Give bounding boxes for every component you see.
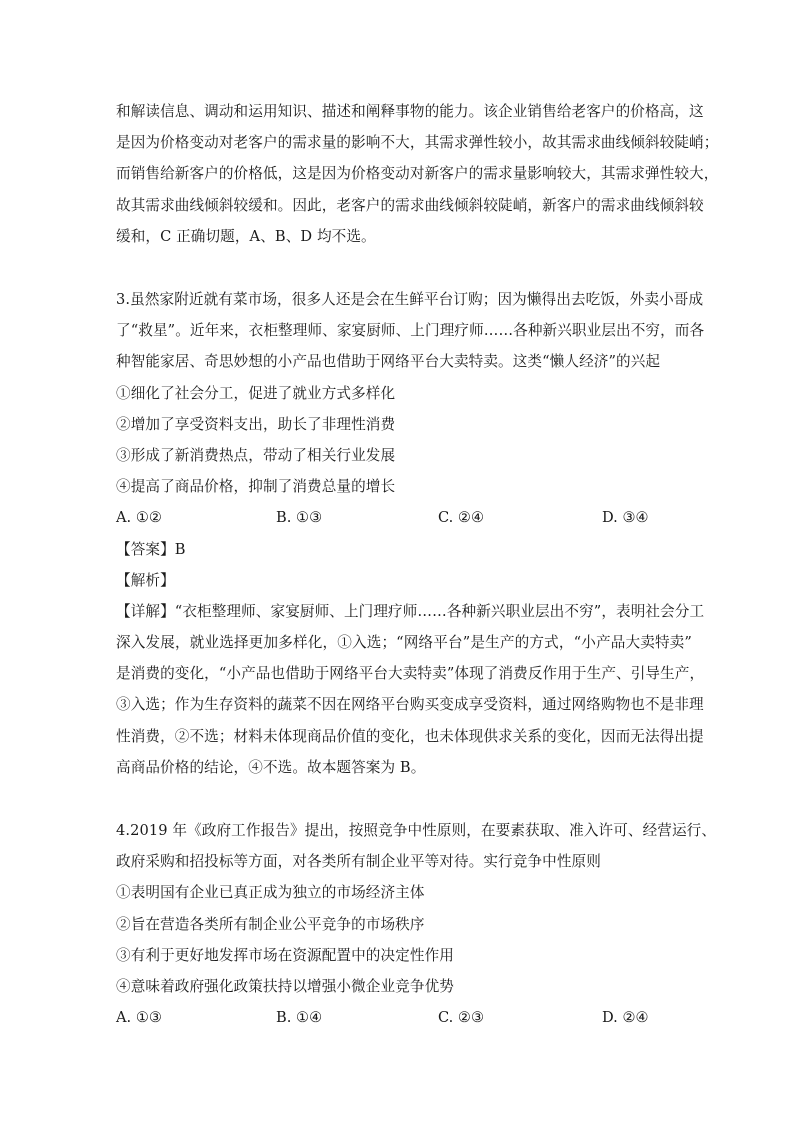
text-line: 而销售给新客户的价格低，这是因为价格变动对新客户的需求量影响较大，其需求弹性较大， xyxy=(116,165,719,183)
question-4 xyxy=(116,815,717,1033)
option-c: C. ②④ xyxy=(438,509,485,527)
statement-4: ④提高了商品价格，抑制了消费总量的增长 xyxy=(116,478,396,496)
answer-options xyxy=(116,502,692,533)
text-line: 是因为价格变动对老客户的需求量的影响不大，其需求弹性较小，故其需求曲线倾斜较陡峭； xyxy=(116,134,719,152)
option-c: C. ②③ xyxy=(438,1009,485,1027)
statement-1: ①细化了社会分工，促进了就业方式多样化 xyxy=(116,384,396,402)
statement-3: ③有利于更好地发挥市场在资源配置中的决定性作用 xyxy=(116,946,454,964)
detail-line: ③入选；作为生存资料的蔬菜不因在网络平台购买变成享受资料，通过网络购物也不是非理 xyxy=(116,696,704,714)
text-line: 缓和，C 正确切题，A、B、D 均不选。 xyxy=(116,227,376,245)
text-line: 故其需求曲线倾斜较缓和。因此，老客户的需求曲线倾斜较陡峭，新客户的需求曲线倾斜较 xyxy=(116,196,704,214)
detail-line: 高商品价格的结论，④不选。故本题答案为 B。 xyxy=(116,758,426,776)
detail-line: 是消费的变化，“小产品也借助于网络平台大卖特卖”体现了消费反作用于生产、引导生产， xyxy=(116,665,705,683)
option-b: B. ①④ xyxy=(276,1009,323,1027)
statement-3: ③形成了新消费热点，带动了相关行业发展 xyxy=(116,446,396,464)
detail-line: 深入发展，就业选择更加多样化，①入选；“网络平台”是生产的方式，“小产品大卖特卖” xyxy=(116,634,692,652)
detail-line: 【详解】“衣柜整理师、家宴厨师、上门理疗师……各种新兴职业层出不穷”，表明社会分工 xyxy=(116,602,705,620)
option-b: B. ①③ xyxy=(276,509,323,527)
answer-line: 【答案】B xyxy=(116,540,186,558)
analysis-label: 【解析】 xyxy=(116,571,175,589)
question-3 xyxy=(116,284,705,783)
question-stem-line: 了“救星”。近年来，衣柜整理师、家宴厨师、上门理疗师……各种新兴职业层出不穷，而各 xyxy=(116,322,705,340)
question-stem-line: 4.2019 年《政府工作报告》提出，按照竞争中性原则，在要素获取、准入许可、经营运行、 xyxy=(116,822,717,839)
option-d: D. ③④ xyxy=(602,509,649,527)
option-a: A. ①② xyxy=(116,509,162,527)
statement-4: ④意味着政府强化政策扶持以增强小微企业竞争优势 xyxy=(116,977,454,995)
statement-1: ①表明国有企业已真正成为独立的市场经济主体 xyxy=(116,884,425,902)
question-stem-line: 种智能家居、奇思妙想的小产品也借助于网络平台大卖特卖。这类“懒人经济”的兴起 xyxy=(116,353,661,371)
question-stem-line: 3.虽然家附近就有菜市场，很多人还是会在生鲜平台订购；因为懒得出去吃饭，外卖小哥成 xyxy=(116,291,704,308)
statement-2: ②增加了享受资料支出，助长了非理性消费 xyxy=(116,415,396,433)
question-stem-line: 政府采购和招投标等方面，对各类所有制企业平等对待。实行竞争中性原则 xyxy=(116,853,601,871)
option-a: A. ①③ xyxy=(116,1009,162,1027)
detail-line: 性消费，②不选；材料未体现商品价值的变化，也未体现供求关系的变化，因而无法得出提 xyxy=(116,727,704,745)
previous-analysis-continuation xyxy=(116,96,719,252)
option-d: D. ②④ xyxy=(602,1009,649,1027)
answer-options xyxy=(116,1002,692,1033)
text-line: 和解读信息、调动和运用知识、描述和阐释事物的能力。该企业销售给老客户的价格高，这 xyxy=(116,103,704,120)
statement-2: ②旨在营造各类所有制企业公平竞争的市场秩序 xyxy=(116,915,425,933)
